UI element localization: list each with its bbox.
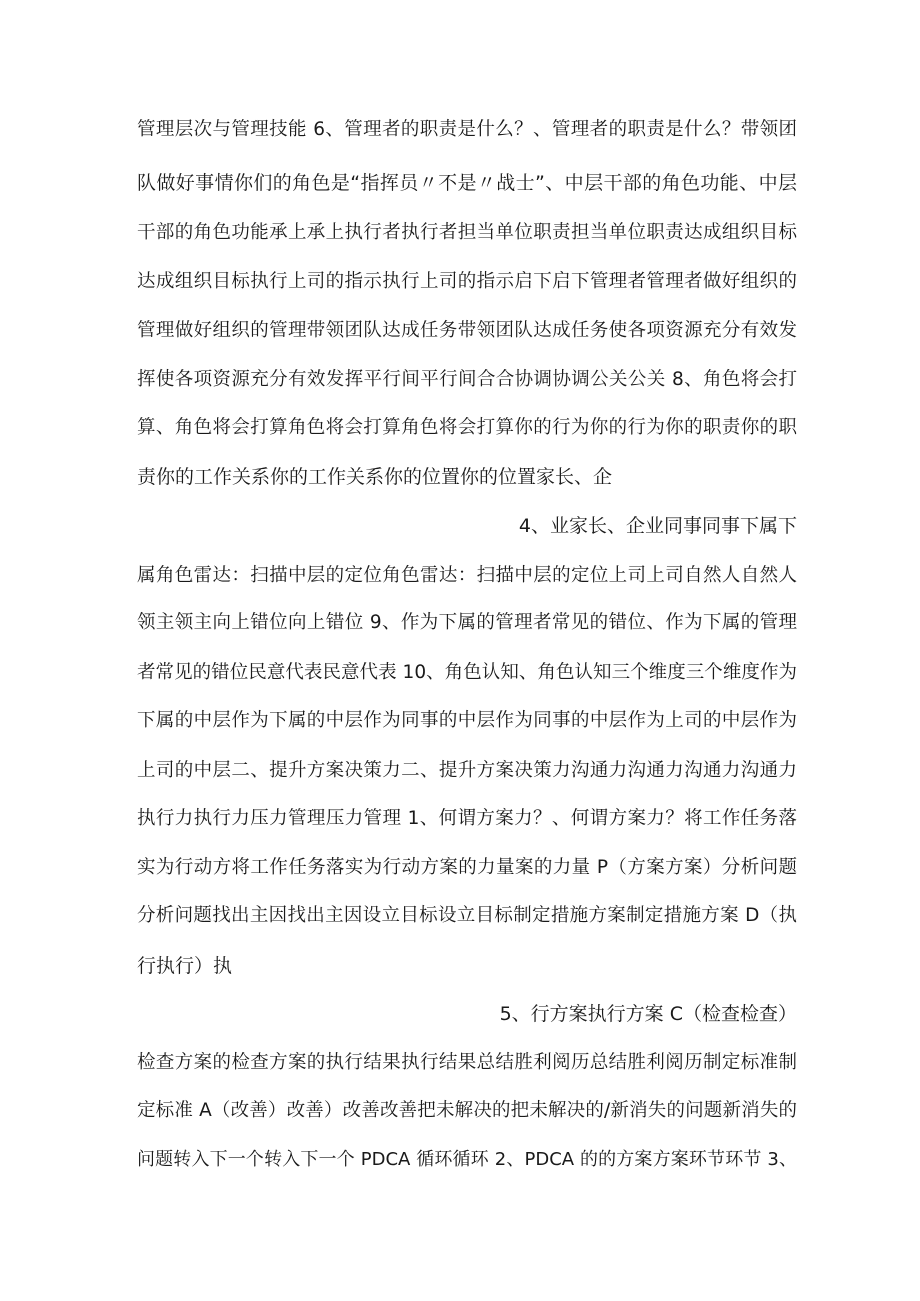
text-line-13: 下属的中层作为下属的中层作为同事的中层作为同事的中层作为上司的中层作为 <box>137 710 797 731</box>
text-line-16: 实为行动方将工作任务落实为行动方案的力量案的力量 P（方案方案）分析问题 <box>137 857 797 878</box>
text-line-20: 检查方案的检查方案的执行结果执行结果总结胜利阅历总结胜利阅历制定标准制 <box>137 1052 797 1073</box>
text-line-15: 执行力执行力压力管理压力管理 1、何谓方案力？、何谓方案力？将工作任务落 <box>137 808 797 829</box>
text-line-4: 达成组织目标执行上司的指示执行上司的指示启下启下管理者管理者做好组织的 <box>137 271 797 292</box>
text-line-2: 队做好事情你们的角色是“指挥员〃不是〃战士”、中层干部的角色功能、中层 <box>137 172 797 194</box>
text-line-18: 行执行）执 <box>137 955 233 977</box>
text-line-8: 责你的工作关系你的工作关系你的位置你的位置家长、企 <box>137 466 613 488</box>
text-line-22: 问题转入下一个转入下一个 PDCA 循环循环 2、PDCA 的的方案方案环节环节 3、 <box>137 1149 797 1170</box>
text-line-3: 干部的角色功能承上承上执行者执行者担当单位职责担当单位职责达成组织目标 <box>137 222 797 243</box>
text-line-12: 者常见的错位民意代表民意代表 10、角色认知、角色认知三个维度三个维度作为 <box>137 662 797 683</box>
text-line-5: 管理做好组织的管理带领团队达成任务带领团队达成任务使各项资源充分有效发 <box>137 320 797 341</box>
page-break-line-5: 5、行方案执行方案 C（检查检查） <box>499 1003 797 1025</box>
text-line-21: 定标准 A（改善）改善）改善改善把未解决的把未解决的/新消失的问题新消失的 <box>137 1100 797 1121</box>
text-line-17: 分析问题找出主因找出主因设立目标设立目标制定措施方案制定措施方案 D（执 <box>137 905 797 926</box>
text-line-14: 上司的中层二、提升方案决策力二、提升方案决策力沟通力沟通力沟通力沟通力 <box>137 760 797 781</box>
text-line-6: 挥使各项资源充分有效发挥平行间平行间合合协调协调公关公关 8、角色将会打 <box>137 369 797 390</box>
text-line-1: 管理层次与管理技能 6、管理者的职责是什么？、管理者的职责是什么？带领团 <box>137 119 797 140</box>
text-line-7: 算、角色将会打算角色将会打算角色将会打算你的行为你的行为你的职责你的职 <box>137 417 797 438</box>
text-line-11: 领主领主向上错位向上错位 9、作为下属的管理者常见的错位、作为下属的管理 <box>137 612 797 633</box>
text-line-10: 属角色雷达：扫描中层的定位角色雷达：扫描中层的定位上司上司自然人自然人 <box>137 565 797 586</box>
page-break-line-4: 4、业家长、企业同事同事下属下 <box>518 515 797 537</box>
